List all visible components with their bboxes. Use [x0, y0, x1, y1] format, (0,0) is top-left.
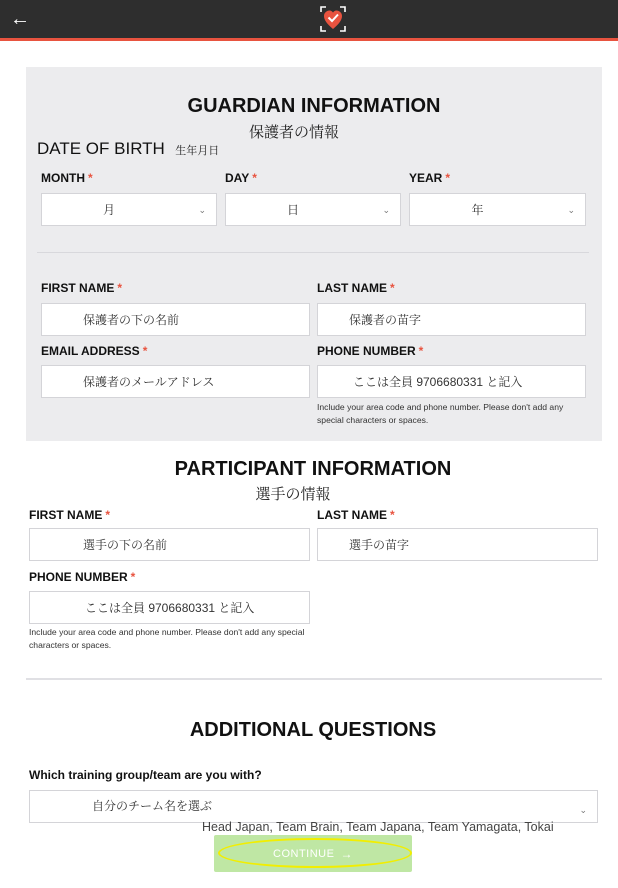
guardian-phone-input[interactable]: ここは全員 9706680331 と記入	[317, 365, 586, 398]
participant-divider	[26, 678, 602, 680]
participant-last-name-input[interactable]: 選手の苗字	[317, 528, 598, 561]
dob-title-jp: 生年月日	[175, 145, 220, 157]
guardian-first-name-input[interactable]: 保護者の下の名前	[41, 303, 310, 336]
guardian-email-label: EMAIL ADDRESS *	[41, 344, 148, 358]
guardian-phone-label: PHONE NUMBER *	[317, 344, 424, 358]
month-select[interactable]: 月 ⌄	[41, 193, 217, 226]
team-question-label: Which training group/team are you with?	[29, 768, 262, 782]
logo-heart-check-icon	[318, 4, 348, 34]
dob-heading	[37, 139, 219, 159]
guardian-email-input[interactable]: 保護者のメールアドレス	[41, 365, 310, 398]
guardian-subtitle: 保護者の情報	[248, 124, 339, 141]
participant-phone-input[interactable]: ここは全員 9706680331 と記入	[29, 591, 310, 624]
guardian-divider	[37, 252, 589, 253]
chevron-down-icon: ⌄	[382, 205, 390, 215]
participant-subtitle: 選手の情報	[255, 486, 331, 503]
guardian-last-name-input[interactable]: 保護者の苗字	[317, 303, 586, 336]
month-label: MONTH *	[41, 171, 93, 185]
participant-phone-label: PHONE NUMBER *	[29, 570, 136, 584]
participant-phone-help: Include your area code and phone number. Please don't add any special characters or spaces.	[29, 627, 305, 650]
day-select[interactable]: 日 ⌄	[225, 193, 401, 226]
chevron-down-icon: ⌄	[579, 805, 587, 815]
year-select[interactable]: 年 ⌄	[409, 193, 586, 226]
guardian-first-name-label: FIRST NAME *	[41, 281, 123, 295]
team-options-hint: Head Japan, Team Brain, Team Japana, Team Yamagata, Tokai	[202, 820, 554, 834]
guardian-title: GUARDIAN INFORMATION	[187, 95, 441, 117]
dob-title: DATE OF BIRTH	[37, 139, 165, 158]
participant-first-name-label: FIRST NAME *	[29, 508, 111, 522]
participant-last-name-label: LAST NAME *	[317, 508, 395, 522]
arrow-right-icon: →	[340, 846, 353, 861]
top-bar	[0, 0, 618, 41]
year-label: YEAR *	[409, 171, 451, 185]
additional-title: ADDITIONAL QUESTIONS	[189, 719, 437, 741]
team-select[interactable]: 自分のチーム名を選ぶ ⌄	[29, 790, 598, 823]
chevron-down-icon: ⌄	[198, 205, 206, 215]
participant-first-name-input[interactable]: 選手の下の名前	[29, 528, 310, 561]
day-label: DAY *	[225, 171, 257, 185]
guardian-phone-help: Include your area code and phone number. Please don't add any special characters or spaces.	[317, 402, 564, 425]
guardian-last-name-label: LAST NAME *	[317, 281, 395, 295]
chevron-down-icon: ⌄	[567, 205, 575, 215]
back-arrow-icon[interactable]: ←	[10, 8, 30, 30]
participant-title: PARTICIPANT INFORMATION	[174, 458, 452, 480]
continue-button[interactable]	[214, 835, 412, 872]
continue-label: CONTINUE	[273, 847, 335, 860]
